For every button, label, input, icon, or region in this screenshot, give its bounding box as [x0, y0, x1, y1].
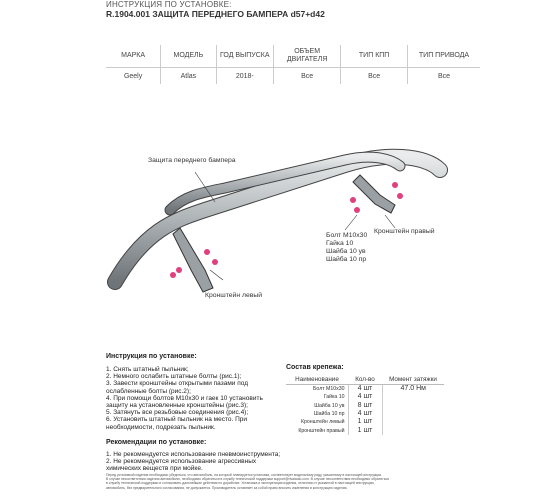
recommendation-item: 1. Не рекомендуется использование пневмоинструмента; — [106, 450, 281, 458]
parts-col-torque: Момент затяжки — [382, 375, 444, 385]
document-title: R.1904.001 ЗАЩИТА ПЕРЕДНЕГО БАМПЕРА d57+d42 — [106, 9, 325, 19]
part-qty: 8 шт — [348, 402, 382, 410]
part-name: Кронштейн левый — [286, 418, 348, 426]
instruction-step: 2. Немного ослабить штатные болты (рис.1); — [106, 373, 242, 381]
spec-model: Atlas — [161, 68, 216, 85]
part-name: Кронштейн правый — [286, 426, 348, 434]
part-name: Гайка 10 — [286, 393, 348, 401]
part-qty: 4 шт — [348, 393, 382, 401]
part-qty: 1 шт — [348, 426, 382, 434]
instruction-step: 4. При помощи болтов М10х30 и гаек 10 установить защиту на установленные кронштейны (рис.3); — [106, 394, 263, 410]
spec-col-engine: ОБЪЕМ ДВИГАТЕЛЯ — [273, 45, 340, 68]
instruction-steps — [106, 366, 286, 431]
part-torque: 47.0 Нм — [400, 385, 426, 393]
fastener-nut: Гайка 10 — [326, 240, 354, 247]
recommendations-heading: Рекомендации по установке: — [106, 438, 207, 446]
part-qty: 4 шт — [348, 385, 382, 394]
footer-line: Перед установкой изделия необходимо убедиться, что автомобиль, на который планируется установка, соответствует модельному ряду, указанному в настоящей инструкции. — [106, 473, 383, 477]
part-torque — [382, 426, 444, 434]
parts-col-name: Наименование — [286, 375, 348, 385]
recommendation-list — [106, 451, 286, 473]
document-subtitle: ИНСТРУКЦИЯ ПО УСТАНОВКЕ: — [106, 0, 232, 9]
installation-instructions — [106, 353, 286, 472]
fastener-washer-wide: Шайба 10 ув — [326, 248, 366, 255]
table-row — [286, 418, 444, 426]
part-name: Шайба 10 пр — [286, 410, 348, 418]
spec-year: 2018- — [216, 68, 273, 85]
spec-header-row — [106, 45, 480, 68]
parts-heading: Состав крепежа: — [286, 364, 344, 371]
part-qty: 1 шт — [348, 418, 382, 426]
recommendation-item: 2. Не рекомендуется использование агрессивных химических веществ при мойке. — [106, 458, 257, 473]
parts-col-qty: Кол-во — [348, 375, 382, 385]
part-name: Шайба 10 ув — [286, 402, 348, 410]
callout-bracket-right: Кронштейн правый — [374, 228, 435, 235]
bumper-guard-drawing — [95, 110, 455, 310]
part-torque — [382, 418, 444, 426]
spec-col-brand: МАРКА — [106, 45, 161, 68]
part-torque — [382, 410, 444, 418]
table-row — [286, 393, 444, 401]
callout-fasteners — [326, 232, 367, 264]
footer-line: В случае несоответствия изделия автомобилю, необходимо обратиться в службу технической поддержки support@rivalauto.com. В случае несоответствия необходимо обратиться — [106, 477, 390, 482]
spec-engine: Все — [273, 68, 340, 85]
table-row — [286, 410, 444, 418]
footer-line: в службу технической поддержки и согласовать дальнейшие действия по доработке. Установка и эксплуатация изделия, отличная от указанной в настоящей инструкции, — [106, 481, 375, 486]
fastener-washer-spring: Шайба 10 пр — [326, 256, 367, 263]
bracket-right-shape — [353, 175, 395, 213]
instruction-step: 6. Установить штатный пыльник на место. При необходимости, подрезать пыльник. — [106, 416, 248, 431]
part-torque — [382, 402, 444, 410]
footer-line: автомобиль, без предварительного согласования, не допускается. Производитель оставляет за собой право вносить изменения в конструкцию изделия. — [106, 485, 348, 490]
spec-brand: Geely — [106, 68, 161, 85]
vehicle-spec-table — [106, 45, 480, 84]
callout-bracket-left: Кронштейн левый — [205, 292, 263, 299]
spec-drive: Все — [407, 68, 480, 85]
spec-value-row — [106, 68, 480, 85]
part-torque — [382, 393, 444, 401]
spec-col-gearbox: ТИП КПП — [341, 45, 408, 68]
instruction-step: 5. Затянуть все резьбовые соединения (рис.4); — [106, 409, 249, 417]
table-row — [286, 385, 444, 394]
part-qty: 4 шт — [348, 410, 382, 418]
parts-table — [286, 375, 444, 435]
instruction-step: 1. Снять штатный пыльник; — [106, 366, 189, 373]
spec-col-drive: ТИП ПРИВОДА — [418, 52, 470, 59]
spec-col-year: ГОД ВЫПУСКА — [216, 45, 273, 68]
callout-front-guard: Защита переднего бампера — [148, 157, 236, 164]
part-name: Болт М10х30 — [286, 385, 348, 394]
parts-header-row — [286, 375, 444, 385]
instruction-step: 3. Завести кронштейны открытыми пазами под ослабленные болты (рис.2); — [106, 380, 249, 395]
footer-disclaimer — [106, 473, 456, 490]
spec-gearbox: Все — [341, 68, 408, 85]
spec-col-model: МОДЕЛЬ — [161, 45, 216, 68]
table-row — [286, 426, 444, 434]
instructions-heading: Инструкция по установке: — [106, 353, 197, 360]
fastener-bolt: Болт М10х30 — [326, 232, 368, 239]
fastener-kit — [286, 364, 444, 435]
table-row — [286, 402, 444, 410]
document-header — [106, 0, 446, 19]
bracket-left-shape — [173, 228, 213, 292]
